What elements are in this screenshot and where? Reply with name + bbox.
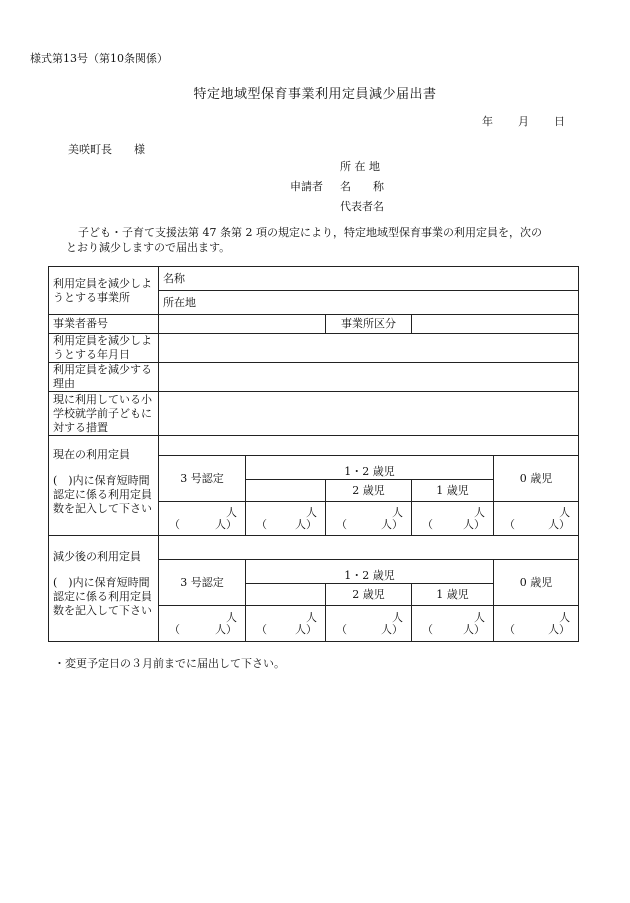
- after-age12-spacer: [246, 584, 326, 606]
- business-number-field[interactable]: [159, 315, 326, 334]
- current-age0-count[interactable]: 人 （ 人）: [494, 502, 579, 536]
- applicant-name-label: 名 称: [340, 180, 384, 193]
- date-day-label: 日: [554, 115, 565, 128]
- after-age1-count[interactable]: 人 （ 人）: [412, 606, 494, 642]
- facility-label: 利用定員を減少しようとする事業所: [49, 267, 159, 315]
- body-text: [66, 225, 576, 255]
- after-capacity-title: 減少後の利用定員: [53, 550, 141, 563]
- current-age2-count[interactable]: 人 （ 人）: [326, 502, 412, 536]
- after-age0-count[interactable]: 人 （ 人）: [494, 606, 579, 642]
- after-no3-header: 3 号認定: [159, 560, 246, 606]
- measures-label: 現に利用している小学校就学前子どもに対する措置: [49, 392, 159, 436]
- current-capacity-spacer: [159, 436, 579, 456]
- form-number: 様式第13号（第10条関係）: [30, 52, 168, 65]
- footer-note: ・変更予定日の３月前までに届出して下さい。: [54, 657, 285, 670]
- body-line-1: 子ども・子育て支援法第 47 条第 2 項の規定により，特定地域型保育事業の利用定員を，次の: [78, 226, 542, 239]
- applicant-rep-label: 代表者名: [340, 200, 384, 213]
- after-age2-count[interactable]: 人 （ 人）: [326, 606, 412, 642]
- after-age1-header: 1 歳児: [412, 584, 494, 606]
- reduction-reason-label: 利用定員を減少する理由: [49, 363, 159, 392]
- current-age1-header: 1 歳児: [412, 480, 494, 502]
- applicant-address-label: 所 在 地: [340, 160, 380, 173]
- current-age1-count[interactable]: 人 （ 人）: [412, 502, 494, 536]
- measures-field[interactable]: [159, 392, 579, 436]
- current-age0-header: 0 歳児: [494, 456, 579, 502]
- current-capacity-title: 現在の利用定員: [53, 448, 130, 461]
- after-no3-count[interactable]: 人 （ 人）: [159, 606, 246, 642]
- applicant-label: 申請者: [290, 180, 323, 193]
- form-table: [48, 266, 579, 642]
- date-month-label: 月: [518, 115, 529, 128]
- current-age12-count[interactable]: 人 （ 人）: [246, 502, 326, 536]
- current-no3-count[interactable]: 人 （ 人）: [159, 502, 246, 536]
- current-age12-header: 1・2 歳児: [246, 456, 494, 480]
- business-category-field[interactable]: [412, 315, 579, 334]
- after-capacity-spacer: [159, 536, 579, 560]
- reduction-date-field[interactable]: [159, 334, 579, 363]
- addressee: 美咲町長 様: [68, 143, 145, 156]
- after-age12-count[interactable]: 人 （ 人）: [246, 606, 326, 642]
- after-age12-header: 1・2 歳児: [246, 560, 494, 584]
- business-number-label: 事業者番号: [49, 315, 159, 334]
- facility-name-label: 名称: [159, 267, 579, 291]
- business-category-label: 事業所区分: [326, 315, 412, 334]
- after-age2-header: 2 歳児: [326, 584, 412, 606]
- current-no3-header: 3 号認定: [159, 456, 246, 502]
- current-age12-spacer: [246, 480, 326, 502]
- date-year-label: 年: [482, 115, 493, 128]
- current-capacity-note: ( )内に保育短時間認定に係る利用定員数を記入して下さい: [53, 474, 152, 515]
- after-capacity-note: ( )内に保育短時間認定に係る利用定員数を記入して下さい: [53, 576, 152, 617]
- after-age0-header: 0 歳児: [494, 560, 579, 606]
- reduction-date-label: 利用定員を減少しようとする年月日: [49, 334, 159, 363]
- current-age2-header: 2 歳児: [326, 480, 412, 502]
- document-title: 特定地域型保育事業利用定員減少届出書: [193, 87, 437, 102]
- facility-address-label: 所在地: [159, 291, 579, 315]
- reduction-reason-field[interactable]: [159, 363, 579, 392]
- after-capacity-label: [49, 536, 159, 642]
- current-capacity-label: [49, 436, 159, 536]
- body-line-2: とおり減少しますので届出ます。: [66, 241, 231, 254]
